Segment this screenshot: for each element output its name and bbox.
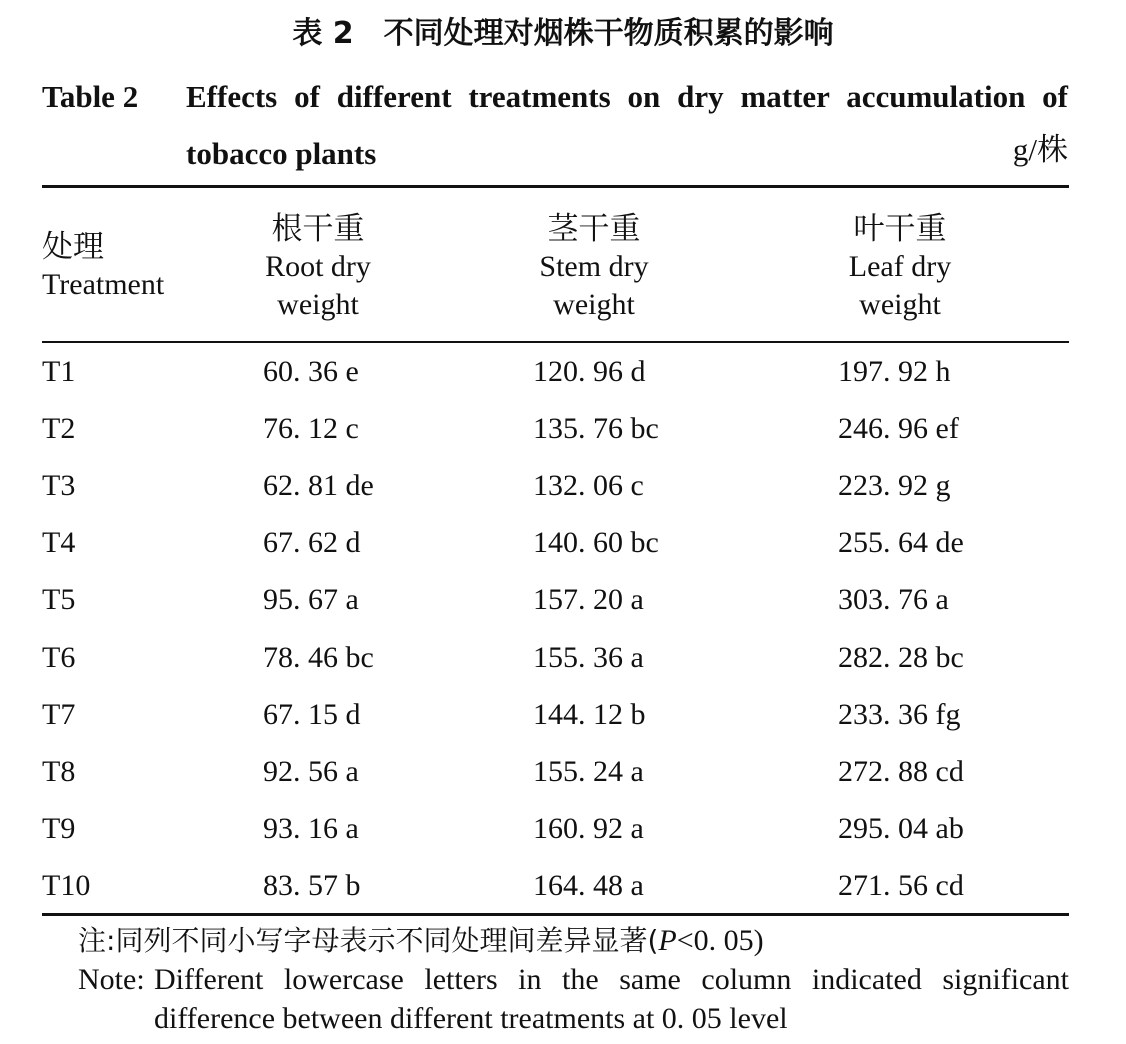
leaf-weight-cell: 303. 76 a [838,583,949,617]
table-row [42,801,1069,858]
root-weight-cell: 76. 12 c [263,411,359,445]
unit-label: g/株 [1012,132,1068,167]
stem-weight-cell: 160. 92 a [533,812,644,846]
table-number-cn: 表 2 [292,16,354,51]
root-weight-cell: 93. 16 a [263,812,359,846]
stem-weight-cell: 157. 20 a [533,583,644,617]
treatment-cell: T7 [42,697,76,731]
note-cn-p-symbol: P [658,924,677,957]
header-stem-dry-weight [494,210,694,324]
header-leaf-en-line2: weight [859,288,941,321]
note-cn-text: 同列不同小写字母表示不同处理间差异显著( [115,924,659,957]
header-root-en-line2: weight [277,288,359,321]
table-row [42,686,1069,743]
stem-weight-cell: 164. 48 a [533,869,644,903]
note-en-text: Different lowercase letters in the same column indicated significant difference between different treatments at 0. 05 level [154,963,1069,1035]
leaf-weight-cell: 233. 36 fg [838,697,961,731]
header-treatment-en: Treatment [42,268,165,301]
treatment-cell: T10 [42,869,91,903]
treatment-cell: T2 [42,411,76,445]
table-number-en: Table 2 [42,79,139,114]
header-stem-en-line1: Stem dry [539,250,649,283]
bottom-rule [42,913,1069,916]
header-stem-en-line2: weight [553,288,635,321]
table-row [42,515,1069,572]
stem-weight-cell: 132. 06 c [533,468,644,502]
table-row [42,400,1069,457]
leaf-weight-cell: 223. 92 g [838,468,951,502]
note-en-label: Note: [78,963,145,996]
leaf-weight-cell: 271. 56 cd [838,869,964,903]
header-treatment-cn: 处理 [42,229,104,265]
stem-weight-cell: 120. 96 d [533,354,646,388]
table-caption-cn [0,14,1126,54]
table-title-cn: 不同处理对烟株干物质积累的影响 [383,16,834,51]
root-weight-cell: 92. 56 a [263,754,359,788]
table-title-en: Effects of different treatments on dry matter accumulation of tobacco plants [186,79,1068,171]
root-weight-cell: 78. 46 bc [263,640,374,674]
treatment-cell: T1 [42,354,76,388]
root-weight-cell: 67. 15 d [263,697,361,731]
header-leaf-en-line1: Leaf dry [848,250,952,283]
leaf-weight-cell: 282. 28 bc [838,640,964,674]
leaf-weight-cell: 272. 88 cd [838,754,964,788]
stem-weight-cell: 155. 36 a [533,640,644,674]
treatment-cell: T9 [42,812,76,846]
header-root-cn: 根干重 [271,211,365,247]
table-row [42,629,1069,686]
note-cn-label: 注: [78,924,116,957]
table-row [42,572,1069,629]
header-root-dry-weight [218,210,418,324]
data-table [42,343,1069,915]
leaf-weight-cell: 255. 64 de [838,526,964,560]
header-stem-cn: 茎干重 [547,211,641,247]
top-rule [42,185,1069,188]
leaf-weight-cell: 295. 04 ab [838,812,964,846]
root-weight-cell: 83. 57 b [263,869,361,903]
header-leaf-dry-weight [800,210,1000,324]
table-row [42,743,1069,800]
stem-weight-cell: 140. 60 bc [533,526,659,560]
header-leaf-cn: 叶干重 [853,211,947,247]
table-caption-en [42,68,1068,182]
header-treatment [42,228,164,304]
treatment-cell: T4 [42,526,76,560]
leaf-weight-cell: 197. 92 h [838,354,951,388]
table-row [42,457,1069,514]
treatment-cell: T5 [42,583,76,617]
leaf-weight-cell: 246. 96 ef [838,411,959,445]
treatment-cell: T6 [42,640,76,674]
header-root-en-line1: Root dry [265,250,371,283]
note-cn-threshold: <0. 05) [676,924,764,957]
table-row [42,343,1069,400]
note-cn [78,920,764,962]
root-weight-cell: 62. 81 de [263,468,374,502]
stem-weight-cell: 155. 24 a [533,754,644,788]
stem-weight-cell: 144. 12 b [533,697,646,731]
root-weight-cell: 60. 36 e [263,354,359,388]
note-en [78,960,1069,1038]
root-weight-cell: 95. 67 a [263,583,359,617]
table-row [42,858,1069,915]
stem-weight-cell: 135. 76 bc [533,411,659,445]
root-weight-cell: 67. 62 d [263,526,361,560]
treatment-cell: T8 [42,754,76,788]
treatment-cell: T3 [42,468,76,502]
